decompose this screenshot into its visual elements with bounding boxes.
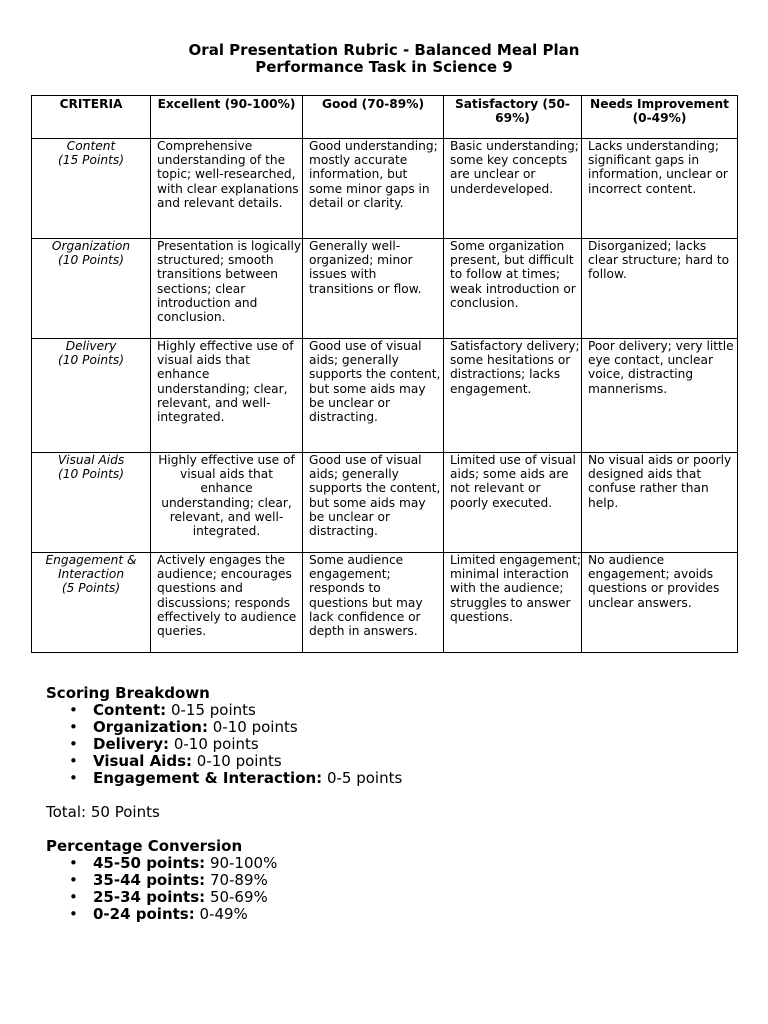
item-value: 0-10 points (212, 718, 298, 736)
excellent-cell: Actively engages the audience; encourages questions and discussions; responds effectively to audience queries. (151, 553, 303, 653)
satisfactory-cell: Some organization present, but difficult to follow at times; weak introduction or conclusion. (444, 239, 582, 339)
item-label: 25-34 points: (93, 888, 206, 906)
table-row (32, 553, 738, 653)
scoring-breakdown-heading: Scoring Breakdown (46, 684, 210, 702)
bullet-icon: • (69, 769, 78, 787)
needs-improvement-cell: Disorganized; lacks clear structure; hard to follow. (582, 239, 738, 339)
item-value: 0-10 points (173, 735, 259, 753)
rubric-table (31, 95, 738, 653)
percentage-conversion-heading: Percentage Conversion (46, 837, 243, 855)
criterion-points: (15 Points) (58, 153, 124, 168)
bullet-icon: • (69, 735, 78, 753)
list-item (69, 871, 277, 889)
satisfactory-cell: Limited engagement; minimal interaction with the audience; struggles to answer questions. (444, 553, 582, 653)
criterion-points: (10 Points) (58, 253, 124, 268)
item-value: 0-5 points (326, 769, 403, 787)
item-label: Engagement & Interaction: (93, 769, 323, 787)
excellent-cell: Presentation is logically structured; smooth transitions between sections; clear introduction and conclusion. (151, 239, 303, 339)
bullet-icon: • (69, 701, 78, 719)
bullet-icon: • (69, 871, 78, 889)
table-row (32, 139, 738, 239)
item-value: 90-100% (209, 854, 278, 872)
good-cell: Some audience engagement; responds to questions but may lack confidence or depth in answers. (303, 553, 444, 653)
list-item (69, 752, 402, 770)
scoring-breakdown-section (46, 685, 402, 787)
item-label: Delivery: (93, 735, 170, 753)
satisfactory-cell: Basic understanding; some key concepts are unclear or underdeveloped. (444, 139, 582, 239)
criterion-name: Visual Aids (57, 453, 125, 467)
good-cell: Good understanding; mostly accurate information, but some minor gaps in detail or clarity. (303, 139, 444, 239)
total-points: Total: 50 Points (46, 803, 160, 821)
item-label: 0-24 points: (93, 905, 195, 923)
good-cell: Good use of visual aids; generally supports the content, but some aids may be unclear or distracting. (303, 339, 444, 453)
item-value: 50-69% (209, 888, 268, 906)
criterion-points: (10 Points) (58, 467, 124, 482)
satisfactory-cell: Satisfactory delivery; some hesitations or distractions; lacks engagement. (444, 339, 582, 453)
header-excellent: Excellent (90-100%) (151, 96, 303, 139)
list-item (69, 718, 402, 736)
item-label: Content: (93, 701, 167, 719)
satisfactory-cell: Limited use of visual aids; some aids are not relevant or poorly executed. (444, 453, 582, 553)
table-row (32, 453, 738, 553)
header-criteria: CRITERIA (32, 96, 151, 139)
criterion-cell (32, 239, 151, 339)
criterion-points: (10 Points) (58, 353, 124, 368)
bullet-icon: • (69, 888, 78, 906)
header-satisfactory: Satisfactory (50-69%) (444, 96, 582, 139)
item-value: 0-15 points (170, 701, 256, 719)
bullet-icon: • (69, 752, 78, 770)
bullet-icon: • (69, 854, 78, 872)
excellent-cell: Comprehensive understanding of the topic; well-researched, with clear explanations and relevant details. (151, 139, 303, 239)
excellent-cell: Highly effective use of visual aids that enhance understanding; clear, relevant, and well-integrated. (151, 453, 303, 553)
document-title (0, 42, 768, 76)
needs-improvement-cell: Lacks understanding; significant gaps in information, unclear or incorrect content. (582, 139, 738, 239)
needs-improvement-cell: Poor delivery; very little eye contact, unclear voice, distracting mannerisms. (582, 339, 738, 453)
title-line-2: Performance Task in Science 9 (255, 58, 513, 76)
item-value: 0-49% (199, 905, 248, 923)
conversion-list (46, 855, 277, 923)
needs-improvement-cell: No audience engagement; avoids questions or provides unclear answers. (582, 553, 738, 653)
criterion-name: Delivery (65, 339, 117, 353)
table-row (32, 239, 738, 339)
criterion-cell (32, 453, 151, 553)
criterion-cell (32, 339, 151, 453)
list-item (69, 854, 278, 872)
table-row (32, 339, 738, 453)
list-item (69, 701, 402, 719)
criterion-name: Engagement & Interaction (45, 553, 137, 582)
item-label: Organization: (93, 718, 208, 736)
item-label: Visual Aids: (93, 752, 192, 770)
list-item (69, 888, 277, 906)
list-item (69, 735, 402, 753)
header-good: Good (70-89%) (303, 96, 444, 139)
item-value: 0-10 points (196, 752, 282, 770)
criterion-name: Content (66, 139, 116, 153)
title-line-1: Oral Presentation Rubric - Balanced Meal Plan (188, 41, 580, 59)
list-item (69, 905, 277, 923)
header-needs-improvement: Needs Improvement (0-49%) (582, 96, 738, 139)
bullet-icon: • (69, 718, 78, 736)
criterion-name: Organization (51, 239, 131, 253)
criterion-points: (5 Points) (61, 581, 121, 596)
item-label: 45-50 points: (93, 854, 206, 872)
percentage-conversion-section (46, 838, 277, 923)
item-value: 70-89% (209, 871, 268, 889)
excellent-cell: Highly effective use of visual aids that enhance understanding; clear, relevant, and well-integrated. (151, 339, 303, 453)
scoring-list (46, 702, 402, 787)
good-cell: Good use of visual aids; generally supports the content, but some aids may be unclear or distracting. (303, 453, 444, 553)
item-label: 35-44 points: (93, 871, 206, 889)
needs-improvement-cell: No visual aids or poorly designed aids that confuse rather than help. (582, 453, 738, 553)
table-header-row (32, 96, 738, 139)
bullet-icon: • (69, 905, 78, 923)
criterion-cell (32, 553, 151, 653)
criterion-cell (32, 139, 151, 239)
list-item (69, 769, 403, 787)
good-cell: Generally well-organized; minor issues with transitions or flow. (303, 239, 444, 339)
